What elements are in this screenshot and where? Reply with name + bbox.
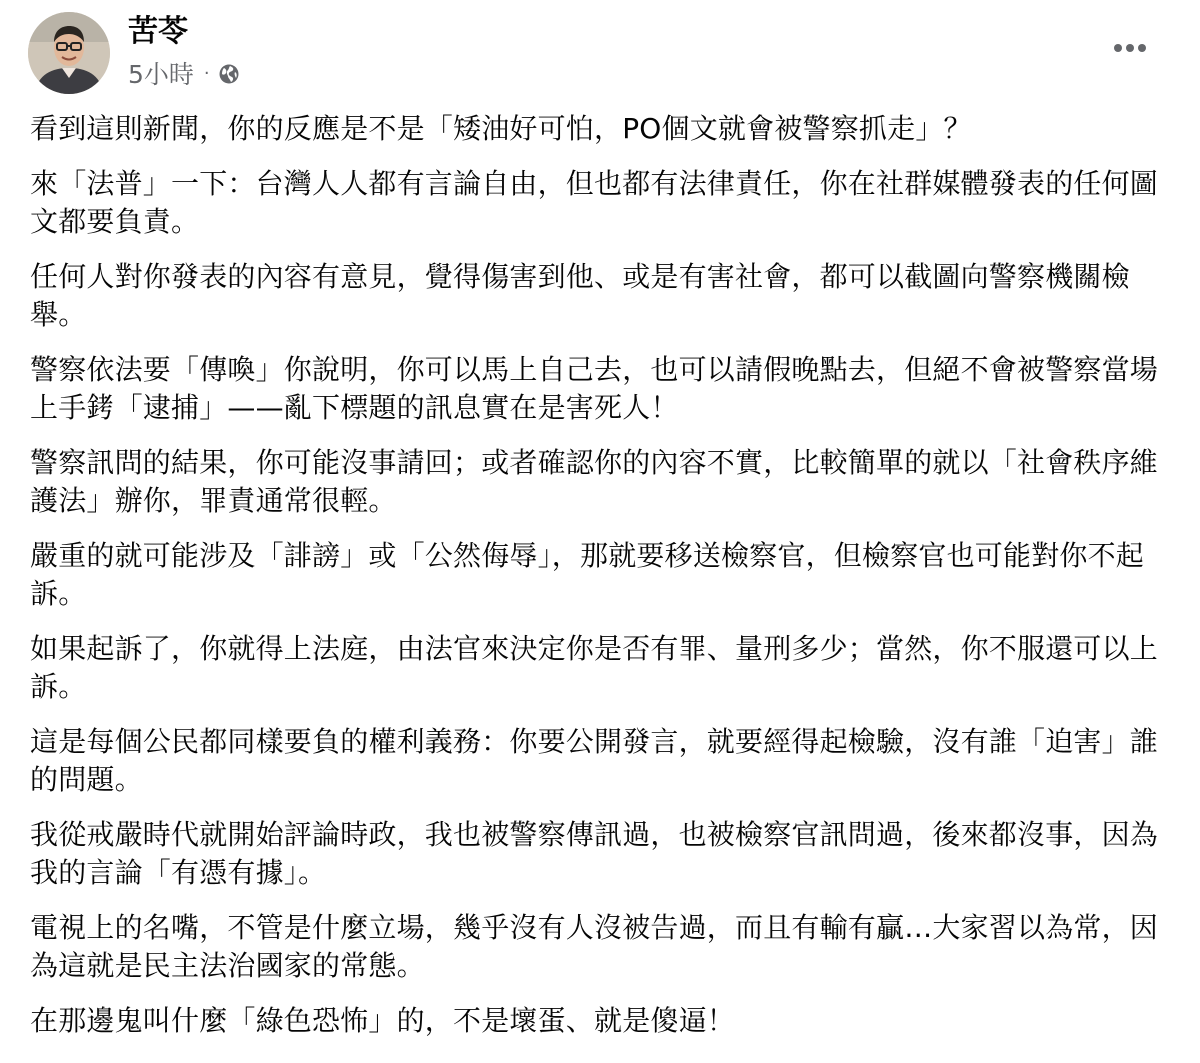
post-timestamp[interactable]: 5小時 [128,60,194,89]
post-paragraph: 我從戒嚴時代就開始評論時政，我也被警察傳訊過，也被檢察官訊問過，後來都沒事，因為我的言論「有憑有據」。 [30,818,1159,889]
author-avatar[interactable] [28,12,110,94]
post-paragraph: 來「法普」一下：台灣人人都有言論自由，但也都有法律責任，你在社群媒體發表的任何圖文都要負責。 [30,167,1159,238]
meta-separator: · [203,62,210,84]
more-options-icon [1113,43,1147,53]
post-paragraph: 如果起訴了，你就得上法庭，由法官來決定你是否有罪、量刑多少；當然，你不服還可以上訴。 [30,632,1159,703]
avatar-image [28,12,110,94]
author-name[interactable]: 苦苓 [128,14,188,49]
post-paragraph: 這是每個公民都同樣要負的權利義務：你要公開發言，就要經得起檢驗，沒有誰「迫害」誰的問題。 [30,725,1159,796]
post-paragraph: 任何人對你發表的內容有意見，覺得傷害到他、或是有害社會，都可以截圖向警察機關檢舉。 [30,260,1130,331]
post-paragraph: 嚴重的就可能涉及「誹謗」或「公然侮辱」，那就要移送檢察官，但檢察官也可能對你不起訴。 [30,539,1145,610]
post-paragraph: 看到這則新聞，你的反應是不是「矮油好可怕，PO個文就會被警察抓走」？ [30,112,972,145]
more-options-button[interactable] [1104,26,1156,70]
post-paragraph: 警察依法要「傳喚」你說明，你可以馬上自己去，也可以請假晚點去，但絕不會被警察當場上手銬「逮捕」——亂下標題的訊息實在是害死人！ [30,353,1159,424]
post-meta [128,56,240,90]
post-paragraph: 警察訊問的結果，你可能沒事請回；或者確認你的內容不實，比較簡單的就以「社會秩序維護法」辦你，罪責通常很輕。 [30,446,1159,517]
globe-icon[interactable] [218,62,240,84]
post-body [30,110,1175,1057]
post-paragraph: 電視上的名嘴，不管是什麼立場，幾乎沒有人沒被告過，而且有輸有贏…大家習以為常，因為這就是民主法治國家的常態。 [30,911,1159,982]
post-paragraph: 在那邊鬼叫什麼「綠色恐怖」的，不是壞蛋、就是傻逼！ [30,1004,736,1037]
